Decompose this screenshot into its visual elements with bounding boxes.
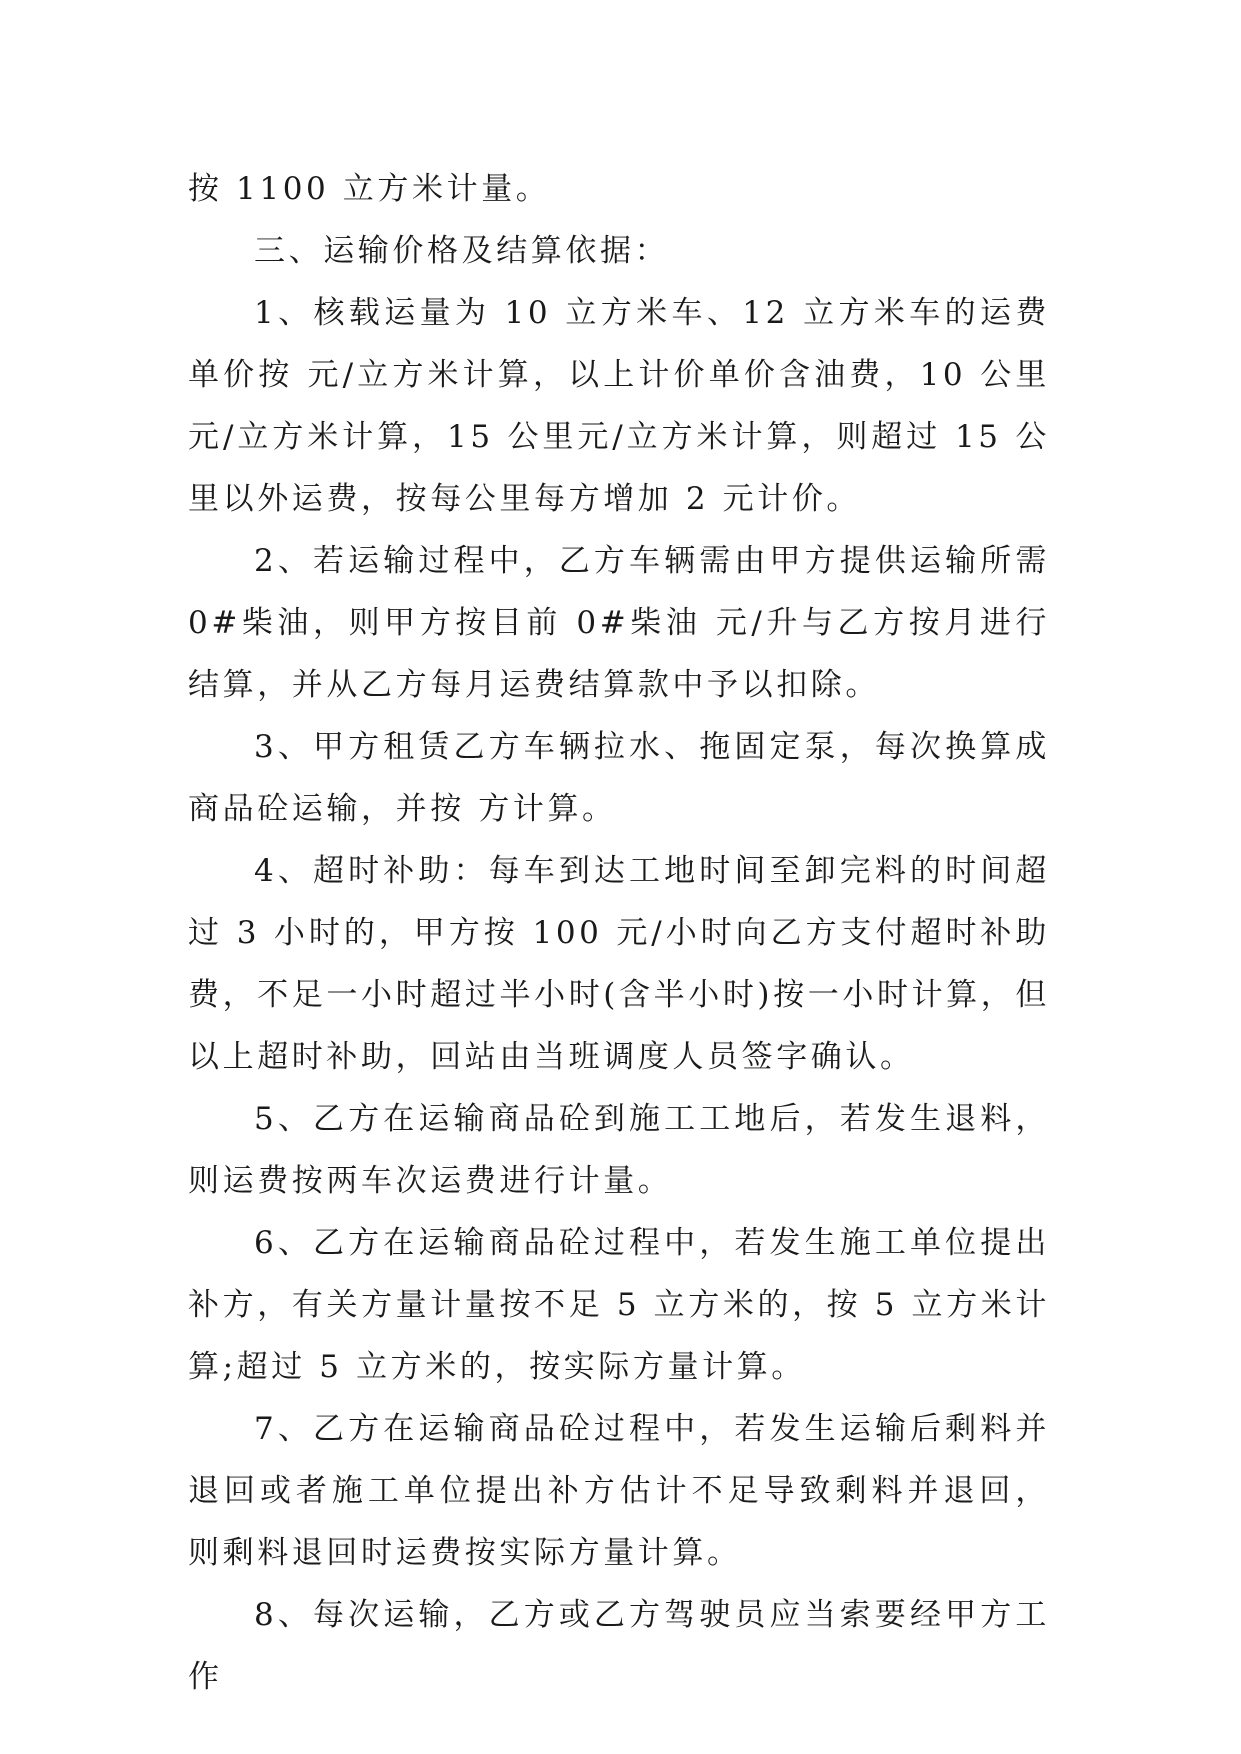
paragraph-1: 按 1100 立方米计量。 xyxy=(188,171,551,207)
clause-7: 7、乙方在运输商品砼过程中，若发生运输后剩料并退回或者施工单位提出补方估计不足导致剩料并退回，则剩料退回时运费按实际方量计算。 xyxy=(188,1411,1050,1571)
section-heading-3: 三、运输价格及结算依据： xyxy=(254,233,670,269)
clause-6: 6、乙方在运输商品砼过程中，若发生施工单位提出补方，有关方量计量按不足 5 立方米的，按 5 立方米计算;超过 5 立方米的，按实际方量计算。 xyxy=(188,1225,1050,1385)
clause-8: 8、每次运输，乙方或乙方驾驶员应当索要经甲方工作 xyxy=(188,1597,1050,1695)
document-body xyxy=(188,158,1050,1708)
clause-4: 4、超时补助：每车到达工地时间至卸完料的时间超过 3 小时的，甲方按 100 元/小时向乙方支付超时补助费，不足一小时超过半小时(含半小时)按一小时计算，但以上超时补助，回站由当班调度人员签字确认。 xyxy=(188,853,1050,1075)
clause-2: 2、若运输过程中，乙方车辆需由甲方提供运输所需 0#柴油，则甲方按目前 0#柴油 元/升与乙方按月进行结算，并从乙方每月运费结算款中予以扣除。 xyxy=(188,543,1050,703)
clause-3: 3、甲方租赁乙方车辆拉水、拖固定泵，每次换算成商品砼运输，并按 方计算。 xyxy=(188,729,1050,827)
clause-1: 1、核载运量为 10 立方米车、12 立方米车的运费单价按 元/立方米计算，以上计价单价含油费，10 公里 元/立方米计算，15 公里元/立方米计算，则超过 15 公里以外运费，按每公里每方增加 2 元计价。 xyxy=(188,295,1050,517)
clause-5: 5、乙方在运输商品砼到施工工地后，若发生退料，则运费按两车次运费进行计量。 xyxy=(188,1101,1050,1199)
